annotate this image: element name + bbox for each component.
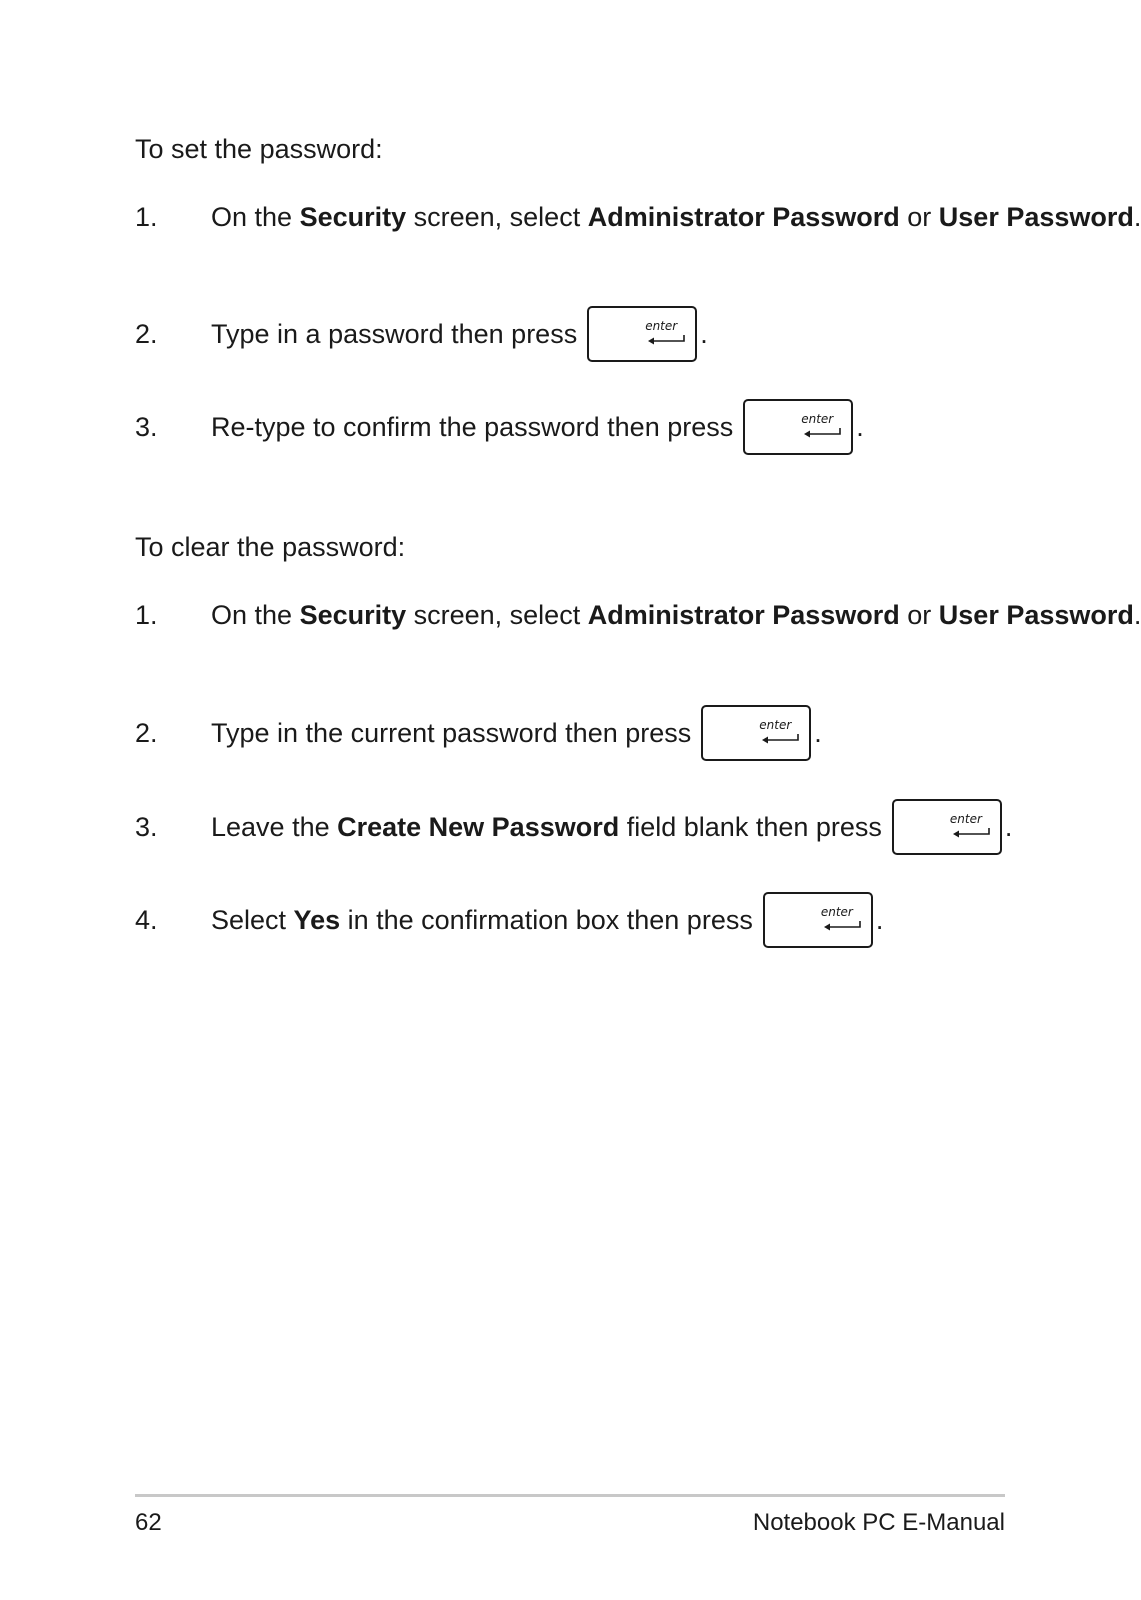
enter-arrow-icon bbox=[952, 827, 992, 841]
text-run: Leave the bbox=[211, 812, 338, 842]
clear-step-1 bbox=[135, 597, 1141, 633]
bold-security: Security bbox=[299, 600, 407, 630]
step-text bbox=[211, 892, 1005, 948]
clear-step-2 bbox=[135, 705, 1005, 761]
text-run: . bbox=[875, 905, 884, 935]
enter-key-label: enter bbox=[820, 905, 853, 919]
bold-user-password: User Password bbox=[938, 202, 1134, 232]
page-number: 62 bbox=[135, 1509, 162, 1536]
enter-key-icon bbox=[587, 306, 697, 362]
bold-create-new-password: Create New Password bbox=[337, 812, 620, 842]
text-run: Select bbox=[211, 905, 294, 935]
enter-arrow-icon bbox=[647, 334, 687, 348]
enter-key-label: enter bbox=[949, 812, 982, 826]
enter-arrow-icon bbox=[823, 920, 863, 934]
bold-yes: Yes bbox=[293, 905, 341, 935]
footer-divider bbox=[135, 1494, 1005, 1497]
text-run: . bbox=[1133, 202, 1141, 232]
text-run: screen, select bbox=[406, 600, 588, 630]
step-text bbox=[211, 799, 1013, 855]
text-run: or bbox=[899, 202, 939, 232]
clear-step-3 bbox=[135, 799, 1013, 855]
step-number: 3. bbox=[135, 812, 158, 842]
enter-key-icon bbox=[743, 399, 853, 455]
step-number: 3. bbox=[135, 412, 158, 442]
text-run: . bbox=[1004, 812, 1013, 842]
step-number: 2. bbox=[135, 319, 158, 349]
text-run: Re-type to confirm the password then press bbox=[211, 412, 734, 442]
enter-key-label: enter bbox=[645, 319, 678, 333]
enter-arrow-icon bbox=[761, 733, 801, 747]
manual-title: Notebook PC E-Manual bbox=[752, 1509, 1005, 1536]
text-run: . bbox=[1133, 600, 1141, 630]
step-text bbox=[211, 597, 1141, 633]
enter-key-icon bbox=[892, 799, 1002, 855]
text-run: . bbox=[856, 412, 864, 442]
text-run: screen, select bbox=[406, 202, 588, 232]
step-text bbox=[211, 199, 1141, 235]
step-number: 2. bbox=[135, 718, 158, 748]
text-run: . bbox=[700, 319, 708, 349]
step-number: 1. bbox=[135, 202, 158, 232]
step-text bbox=[211, 705, 1005, 761]
text-run: field blank then press bbox=[619, 812, 882, 842]
text-run: On the bbox=[211, 202, 300, 232]
set-step-2 bbox=[135, 306, 1005, 362]
enter-arrow-icon bbox=[803, 427, 843, 441]
text-run: or bbox=[899, 600, 939, 630]
enter-key-icon bbox=[701, 705, 811, 761]
bold-administrator-password: Administrator Password bbox=[587, 202, 900, 232]
step-number: 4. bbox=[135, 905, 158, 935]
step-text bbox=[211, 399, 1005, 455]
set-password-heading: To set the password: bbox=[135, 134, 383, 164]
text-run: in the confirmation box then press bbox=[340, 905, 753, 935]
enter-key-label: enter bbox=[801, 412, 834, 426]
text-run: Type in a password then press bbox=[211, 319, 578, 349]
step-number: 1. bbox=[135, 600, 158, 630]
clear-password-heading: To clear the password: bbox=[135, 532, 406, 562]
step-text bbox=[211, 306, 1005, 362]
text-run: Type in the current password then press bbox=[211, 718, 692, 748]
enter-key-label: enter bbox=[759, 718, 792, 732]
clear-step-4 bbox=[135, 892, 1005, 948]
set-step-1 bbox=[135, 199, 1141, 235]
text-run: . bbox=[814, 718, 822, 748]
bold-administrator-password: Administrator Password bbox=[587, 600, 900, 630]
text-run: On the bbox=[211, 600, 300, 630]
bold-security: Security bbox=[299, 202, 407, 232]
set-step-3 bbox=[135, 399, 1005, 455]
bold-user-password: User Password bbox=[938, 600, 1134, 630]
enter-key-icon bbox=[763, 892, 873, 948]
